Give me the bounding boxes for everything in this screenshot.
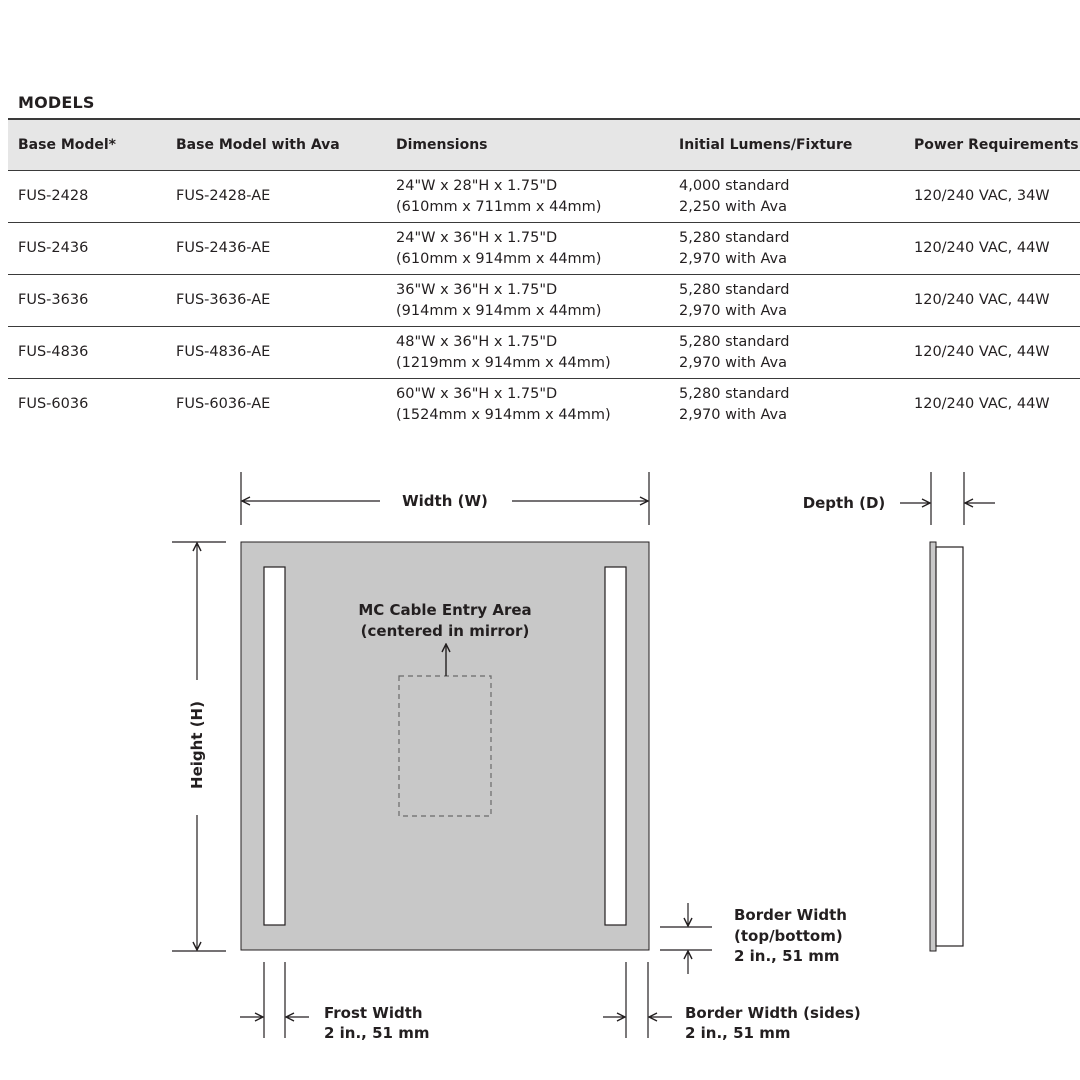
left-frost-strip	[264, 567, 285, 925]
base-model-cell: FUS-4836	[8, 327, 166, 379]
side-view-glass	[930, 542, 936, 951]
ava-model-cell: FUS-3636-AE	[166, 275, 386, 327]
power-cell: 120/240 VAC, 34W	[904, 171, 1080, 223]
ava-model-cell: FUS-6036-AE	[176, 396, 271, 412]
dimensions-metric: (1219mm x 914mm x 44mm)	[396, 354, 611, 371]
header-dimensions: Dimensions	[386, 119, 669, 171]
header-base-model: Base Model*	[8, 119, 166, 171]
power-cell: 120/240 VAC, 44W	[904, 275, 1080, 327]
ava-model-cell: FUS-2428-AE	[166, 171, 386, 223]
border-side-value: 2 in., 51 mm	[685, 1024, 791, 1042]
frost-width-label: Frost Width	[324, 1004, 423, 1022]
lumens-standard: 4,000 standard	[679, 177, 790, 194]
dimensions-imperial: 48"W x 36"H x 1.75"D	[396, 333, 558, 350]
dimensions-imperial: 24"W x 28"H x 1.75"D	[396, 177, 558, 194]
power-cell: 120/240 VAC, 44W	[904, 223, 1080, 275]
dimensions-metric: (610mm x 711mm x 44mm)	[396, 198, 602, 215]
lumens-ava: 2,970 with Ava	[679, 354, 788, 371]
section-title: MODELS	[18, 93, 95, 112]
lumens-standard: 5,280 standard	[679, 281, 790, 298]
header-power: Power Requirements	[904, 119, 1080, 171]
lumens-ava: 2,970 with Ava	[679, 250, 788, 267]
height-label: Height (H)	[188, 701, 206, 789]
border-tb-sublabel: (top/bottom)	[734, 927, 843, 945]
dimensions-imperial: 36"W x 36"H x 1.75"D	[396, 281, 558, 298]
border-side-label: Border Width (sides)	[685, 1004, 861, 1022]
ava-model-cell: FUS-2436-AE	[166, 223, 386, 275]
base-model-cell: FUS-2436	[8, 223, 166, 275]
dimensions-imperial: 60"W x 36"H x 1.75"D	[396, 385, 558, 402]
dimensions-metric: (914mm x 914mm x 44mm)	[396, 302, 602, 319]
width-label: Width (W)	[402, 492, 488, 510]
right-frost-strip	[605, 567, 626, 925]
frost-width-value: 2 in., 51 mm	[324, 1024, 430, 1042]
base-model-cell: FUS-2428	[8, 171, 166, 223]
dimensions-metric: (610mm x 914mm x 44mm)	[396, 250, 602, 267]
header-lumens: Initial Lumens/Fixture	[669, 119, 904, 171]
power-cell: 120/240 VAC, 44W	[904, 327, 1080, 379]
power-cell: 120/240 VAC, 44W	[914, 396, 1050, 412]
lumens-standard: 5,280 standard	[679, 229, 790, 246]
ava-model-cell: FUS-4836-AE	[166, 327, 386, 379]
lumens-standard: 5,280 standard	[679, 385, 790, 402]
lumens-ava: 2,250 with Ava	[679, 198, 788, 215]
cable-entry-label: MC Cable Entry Area	[358, 601, 532, 619]
dimensions-imperial: 24"W x 36"H x 1.75"D	[396, 229, 558, 246]
side-view-housing	[936, 547, 963, 946]
border-tb-label: Border Width	[734, 906, 847, 924]
border-tb-value: 2 in., 51 mm	[734, 947, 840, 965]
header-base-model-ava: Base Model with Ava	[166, 119, 386, 171]
depth-label: Depth (D)	[802, 494, 886, 512]
lumens-ava: 2,970 with Ava	[679, 302, 788, 319]
lumens-standard: 5,280 standard	[679, 333, 790, 350]
base-model-cell: FUS-6036	[18, 396, 89, 412]
cable-entry-sublabel: (centered in mirror)	[360, 622, 530, 640]
base-model-cell: FUS-3636	[8, 275, 166, 327]
dimensions-metric: (1524mm x 914mm x 44mm)	[396, 406, 611, 423]
lumens-ava: 2,970 with Ava	[679, 406, 788, 423]
